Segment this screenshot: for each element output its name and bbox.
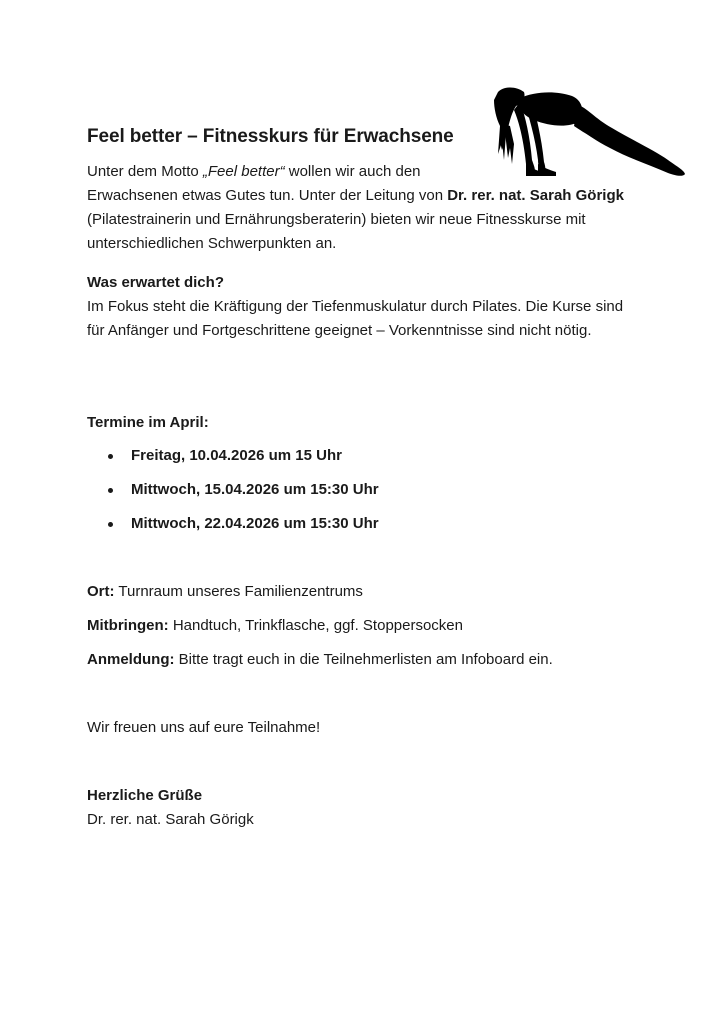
signature-greeting: Herzliche Grüße [87, 787, 203, 804]
location-value: Turnraum unseres Familienzentrums [114, 583, 363, 600]
dates-list [87, 445, 379, 547]
expect-text: Im Fokus steht die Kräftigung der Tiefenmuskulatur durch Pilates. Die Kurse sind für Anfänger und Fortgeschrittene geeignet – Vorkenntnisse sind nicht nötig. [87, 298, 624, 339]
bullet-icon [108, 488, 113, 493]
list-item [87, 513, 379, 547]
registration-line [87, 648, 642, 672]
date-item: Mittwoch, 22.04.2026 um 15:30 Uhr [131, 515, 379, 532]
expect-section [87, 271, 642, 343]
registration-label: Anmeldung: [87, 651, 175, 668]
intro-text-4: (Pilatestrainerin und Ernährungsberaterin) bieten wir neue Fitnesskurse mit unterschiedlichen Schwerpunkten an. [87, 211, 586, 252]
registration-value: Bitte tragt euch in die Teilnehmerlisten am Infoboard ein. [174, 651, 553, 668]
signature-name: Dr. rer. nat. Sarah Görigk [87, 811, 254, 828]
bring-line [87, 614, 642, 638]
intro-text-2: wollen wir auch den [284, 163, 421, 180]
bring-value: Handtuch, Trinkflasche, ggf. Stoppersocken [168, 617, 463, 634]
location-line [87, 580, 642, 604]
date-item: Mittwoch, 15.04.2026 um 15:30 Uhr [131, 481, 379, 498]
bullet-icon [108, 454, 113, 459]
closing-line: Wir freuen uns auf eure Teilnahme! [87, 719, 321, 736]
list-item [87, 445, 379, 479]
dates-heading: Termine im April: [87, 414, 209, 431]
intro-text-1: Unter dem Motto [87, 163, 203, 180]
list-item [87, 479, 379, 513]
expect-heading: Was erwartet dich? [87, 274, 224, 291]
signature-block [87, 784, 642, 832]
bullet-icon [108, 522, 113, 527]
date-item: Freitag, 10.04.2026 um 15 Uhr [131, 447, 342, 464]
intro-paragraph [87, 160, 642, 256]
intro-text-3: Erwachsenen etwas Gutes tun. Unter der Leitung von [87, 187, 448, 204]
location-label: Ort: [87, 583, 115, 600]
motto-text: „Feel better“ [202, 163, 285, 180]
leader-name: Dr. rer. nat. Sarah Görigk [447, 187, 624, 204]
page-title: Feel better – Fitnesskurs für Erwachsene [87, 126, 454, 147]
bring-label: Mitbringen: [87, 617, 169, 634]
